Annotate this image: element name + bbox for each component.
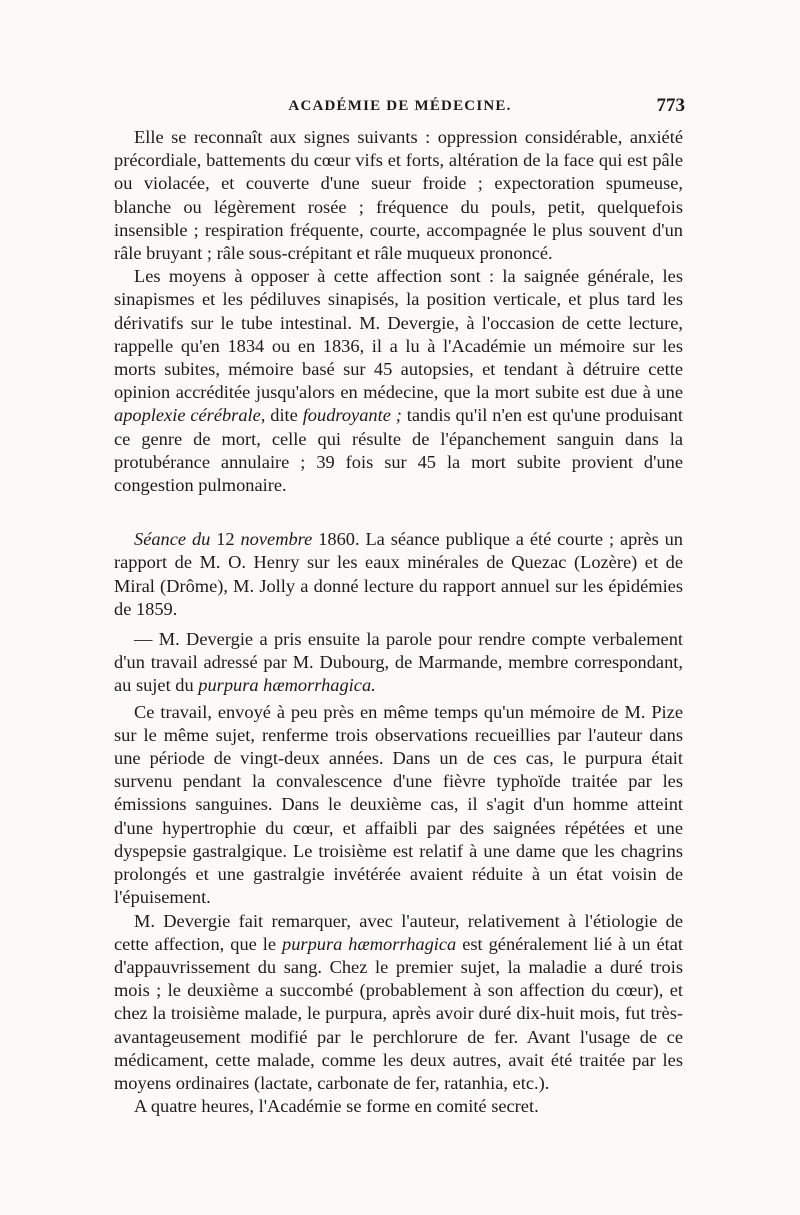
italic-run: purpura hæmorrhagica. (198, 675, 376, 696)
text-run: — M. Devergie a pris ensuite la parole pour rendre compte verbalement d'un travail adressé par M. Dubourg, de Marmande, membre correspondant, au sujet du (114, 629, 683, 696)
italic-run: Séance du (134, 529, 211, 550)
paragraph-devergie-report (114, 628, 683, 698)
text-run: Les moyens à opposer à cette affection sont : la saignée générale, les sinapismes et les pédiluves sinapisés, la position verticale, et plus tard les dérivatifs sur le tube intestinal. M. Devergie, à l'occasion de cette lecture, rappelle qu'en 1834 ou en 1836, il a lu à l'Académie un mémoire sur les morts subites, mémoire basé sur 45 autopsies, et tendant à détruire cette opinion accréditée jusqu'alors en médecine, que la mort subite est due à une (114, 266, 683, 403)
paragraph-seance (114, 528, 683, 621)
body-text (114, 126, 683, 1118)
paragraph-symptoms: Elle se reconnaît aux signes suivants : oppression considérable, anxiété précordiale, battements du cœur vifs et forts, altération de la face qui est pâle ou violacée, et couverte d'une sueur froide ; expectoration spumeuse, blanche ou légèrement rosée ; fréquence du pouls, petit, quelquefois insensible ; respiration fréquente, courte, accompagnée le plus souvent d'un râle bruyant ; râle sous-crépitant et râle muqueux prononcé. (114, 127, 683, 264)
italic-run: apoplexie cérébrale, (114, 405, 266, 426)
page-header (115, 95, 685, 126)
text-run: M. Devergie fait remarquer, avec l'auteur, relativement à l'étiologie de cette affection, que le (114, 910, 683, 954)
running-head: ACADÉMIE DE MÉDECINE. (288, 98, 512, 114)
italic-run: purpura hæmorrhagica (282, 933, 457, 954)
italic-run: novembre (240, 529, 313, 550)
paragraph-observations: Ce travail, envoyé à peu près en même temps qu'un mémoire de M. Pize sur le même sujet, renferme trois observations recueillies par l'auteur dans une période de vingt-deux années. Dans un de ces cas, le purpura était survenu pendant la convalescence d'une fièvre typhoïde traitée par les émissions sanguines. Dans le deuxième cas, il s'agit d'un homme atteint d'une hypertrophie du cœur, et affaibli par des saignées répétées et une dyspepsie gastralgique. Le troisième est relatif à une dame que les chagrins prolongés et une gastralgie invétérée avaient réduite à un état voisin de l'épuisement. (114, 701, 683, 908)
text-run: dite (265, 405, 303, 426)
paragraph-treatment (114, 265, 683, 497)
paragraph-etiology (114, 910, 683, 1096)
text-run: 12 (210, 529, 241, 550)
text-run: tandis qu'il n'en est qu'une produisant ce genre de mort, celle qui résulte de l'épanchement sanguin dans la protubérance annulaire ; 39 fois sur 45 la mort subite provient d'une congestion pulmonaire. (114, 405, 683, 496)
paragraph-closing: A quatre heures, l'Académie se forme en comité secret. (134, 1096, 539, 1117)
text-run: est généralement lié à un état d'appauvrissement du sang. Chez le premier sujet, la maladie a duré trois mois ; le deuxième a succombé (probablement à son affection du cœur), et chez la troisième malade, le purpura, après avoir duré dix-huit mois, fut très-avantageusement modifié par le perchlorure de fer. Avant l'usage de ce médicament, cette malade, comme les deux autres, avait été traitée par les moyens ordinaires (lactate, carbonate de fer, ratanhia, etc.). (114, 933, 683, 1093)
text-run: 1860. La séance publique a été courte ; après un rapport de M. O. Henry sur les eaux minérales de Quezac (Lozère) et de Miral (Drôme), M. Jolly a donné lecture du rapport annuel sur les épidémies de 1859. (114, 529, 684, 619)
page-number: 773 (656, 95, 685, 116)
italic-run: foudroyante ; (302, 405, 402, 426)
